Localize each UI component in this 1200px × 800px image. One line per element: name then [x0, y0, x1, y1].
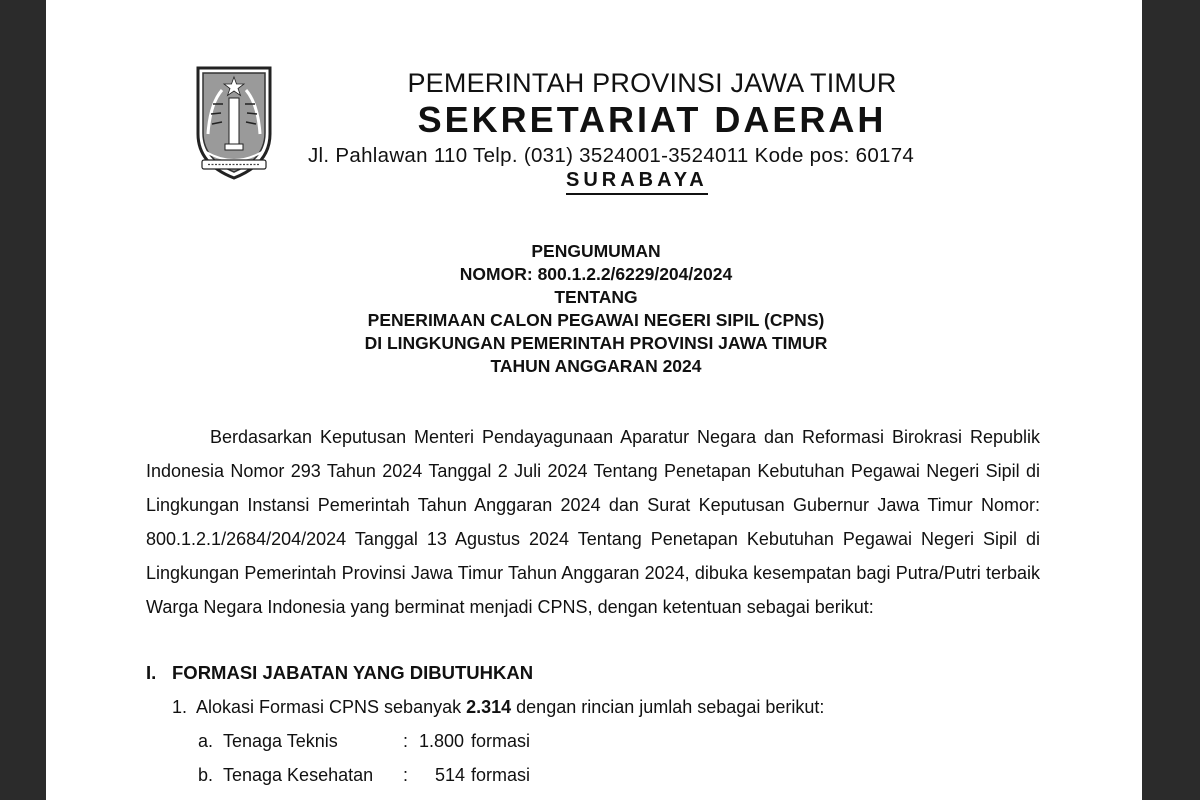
item-number: 1. [172, 697, 188, 717]
letterhead-address: Jl. Pahlawan 110 Telp. (031) 3524001-3524011 Kode pos: 60174 [308, 144, 915, 167]
sub-item-separator: : [403, 765, 409, 785]
section-heading [146, 656, 533, 690]
item-total-formations: 2.314 [466, 697, 512, 717]
document-page [46, 0, 1142, 800]
announcement-subject-line-1: PENERIMAAN CALON PEGAWAI NEGERI SIPIL (CPNS) [367, 310, 825, 330]
sub-item-label: Tenaga Teknis [223, 731, 338, 751]
sub-item-separator: : [403, 731, 409, 751]
announcement-title: PENGUMUMAN [531, 241, 661, 261]
item-text-after: dengan rincian jumlah sebagai berikut: [511, 697, 825, 717]
sub-item-label: Tenaga Kesehatan [223, 765, 374, 785]
announcement-subject-line-3: TAHUN ANGGARAN 2024 [490, 356, 702, 376]
sub-item-value: 514 [434, 765, 465, 785]
sub-item-letter: a. [198, 731, 214, 751]
letterhead-department: SEKRETARIAT DAERAH [417, 99, 887, 140]
announcement-subject-line-2: DI LINGKUNGAN PEMERINTAH PROVINSI JAWA TIMUR [364, 333, 828, 353]
body-paragraph: Berdasarkan Keputusan Menteri Pendayagunaan Aparatur Negara dan Reformasi Birokrasi Republik Indonesia Nomor 293 Tahun 2024 Tanggal 2 Juli 2024 Tentang Penetapan Kebutuhan Pegawai Negeri Sipil di Lingkungan Instansi Pemerintah Tahun Anggaran 2024 dan Surat Keputusan Gubernur Jawa Timur Nomor: 800.1.2.1/2684/204/2024 Tanggal 13 Agustus 2024 Tentang Penetapan Kebutuhan Pegawai Negeri Sipil di Lingkungan Pemerintah Provinsi Jawa Timur Tahun Anggaran 2024, dibuka kesempatan bagi Putra/Putri terbaik Warga Negara Indonesia yang berminat menjadi CPNS, dengan ketentuan sebagai berikut: [146, 427, 1040, 617]
sub-item-unit: formasi [471, 731, 531, 751]
announcement-about: TENTANG [554, 287, 638, 307]
announcement-heading [46, 240, 1142, 378]
letterhead-city: SURABAYA [566, 168, 708, 195]
list-item [172, 690, 824, 724]
section-number: I. [146, 662, 157, 683]
announcement-number: NOMOR: 800.1.2.2/6229/204/2024 [459, 264, 733, 284]
section-title: FORMASI JABATAN YANG DIBUTUHKAN [172, 662, 534, 683]
sub-item-value: 1.800 [419, 731, 465, 751]
east-java-coat-of-arms-icon [192, 64, 276, 182]
item-text-before: Alokasi Formasi CPNS sebanyak [196, 697, 467, 717]
letterhead-government: PEMERINTAH PROVINSI JAWA TIMUR [407, 68, 897, 98]
sub-item-technical [198, 724, 530, 758]
letterhead [296, 66, 996, 140]
sub-item-unit: formasi [471, 765, 531, 785]
sub-item-health [198, 758, 530, 792]
sub-item-letter: b. [198, 765, 214, 785]
